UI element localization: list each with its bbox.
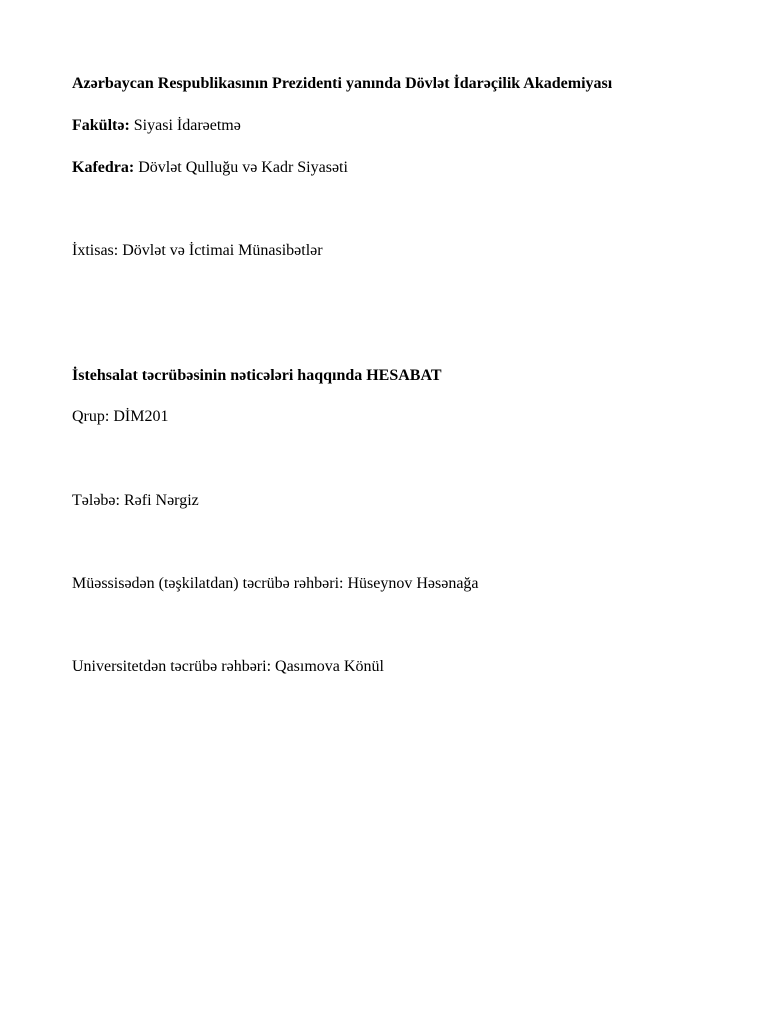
faculty-value: Siyasi İdarəetmə xyxy=(133,117,241,134)
department-line xyxy=(72,158,348,178)
group-line: Qrup: DİM201 xyxy=(72,408,169,425)
student-line: Tələbə: Rəfi Nərgiz xyxy=(72,492,199,509)
faculty-line xyxy=(72,116,241,136)
department-value: Dövlət Qulluğu və Kadr Siyasəti xyxy=(138,159,348,176)
department-label: Kafedra: xyxy=(72,159,135,176)
specialty-line: İxtisas: Dövlət və İctimai Münasibətlər xyxy=(72,242,323,259)
uni-supervisor-line: Universitetdən təcrübə rəhbəri: Qasımova Könül xyxy=(72,658,384,675)
faculty-label: Fakültə: xyxy=(72,117,130,134)
institution-title: Azərbaycan Respublikasının Prezidenti yanında Dövlət İdarəçilik Akademiyası xyxy=(72,75,613,92)
org-supervisor-line: Müəssisədən (təşkilatdan) təcrübə rəhbəri: Hüseynov Həsənağa xyxy=(72,575,479,592)
report-title: İstehsalat təcrübəsinin nəticələri haqqında HESABAT xyxy=(72,367,442,384)
